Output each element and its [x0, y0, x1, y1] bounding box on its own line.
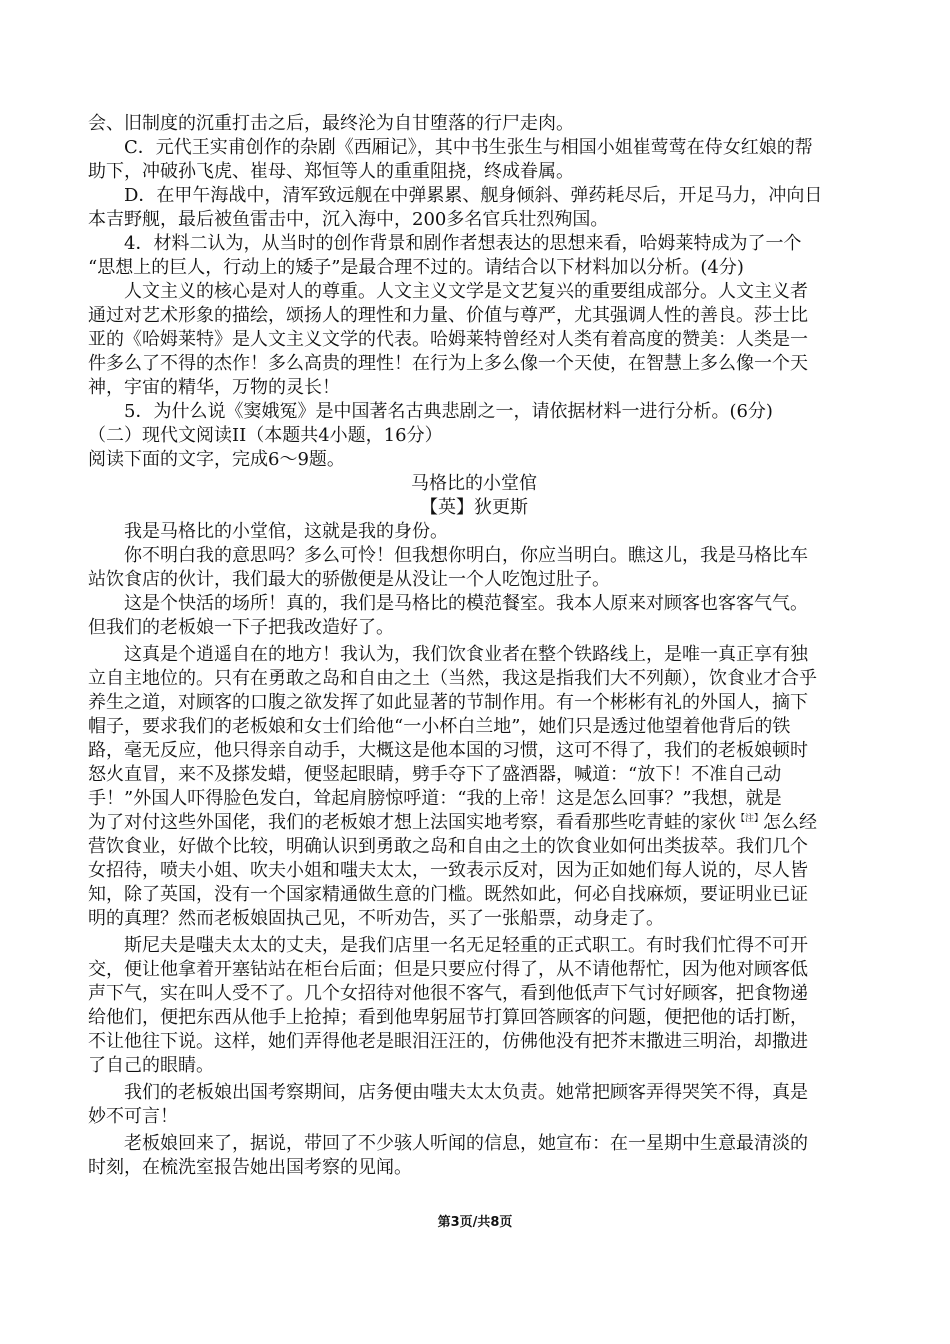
paragraph-line: 时刻，在梳洗室报告她出国考察的见闻。 — [88, 1157, 412, 1178]
question-4-material: 人文主义的核心是对人的尊重。人文主义文学是文艺复兴的重要组成部分。人文主义者 — [124, 281, 808, 302]
paragraph-line: 你不明白我的意思吗？多么可怜！但我想你明白，你应当明白。瞧这儿，我是马格比车 — [124, 545, 808, 566]
paragraph-line: 了自己的眼睛。 — [88, 1055, 214, 1076]
paragraph-line: 知，除了英国，没有一个国家精通做生意的门槛。既然如此，何必自找麻烦，要证明业已证 — [88, 884, 808, 905]
paragraph-line: 这真是个逍遥自在的地方！我认为，我们饮食业者在整个铁路线上，是唯一真正享有独 — [124, 644, 808, 665]
option-b-continuation: 会、旧制度的沉重打击之后，最终沦为自甘堕落的行尸走肉。 — [88, 113, 574, 134]
paragraph-line — [88, 811, 860, 835]
paragraph-line: 明的真理？然而老板娘固执己见，不听劝告，买了一张船票，动身走了。 — [88, 908, 664, 929]
article-title: 马格比的小堂倌 — [411, 473, 537, 494]
paragraph-line: 帽子，要求我们的老板娘和女士们给他“一小杯白兰地”，她们只是透过他望着他背后的铁 — [88, 716, 791, 737]
paragraph-line: 交，便让他拿着开塞钻站在柜台后面；但是只要应付得了，从不请他帮忙，因为他对顾客低 — [88, 959, 808, 980]
paragraph-line: 营饮食业，好做个比较，明确认识到勇敢之岛和自由之土的饮食业如何出类拔萃。我们几个 — [88, 836, 808, 857]
paragraph-line: 我是马格比的小堂倌，这就是我的身份。 — [124, 521, 448, 542]
question-4-prompt: “思想上的巨人，行动上的矮子”是最合理不过的。请结合以下材料加以分析。(4分) — [88, 257, 744, 278]
paragraph-line: 路，毫无反应，他只得亲自动手，大概这是他本国的习惯，这可不得了，我们的老板娘顿时 — [88, 740, 808, 761]
question-4-material: 神，宇宙的精华，万物的灵长！ — [88, 377, 340, 398]
paragraph-text: 为了对付这些外国佬，我们的老板娘才想上法国实地考察，看看那些吃青蛙的家伙 — [88, 812, 736, 833]
exam-page — [88, 112, 860, 1180]
paragraph-line: 妙不可言！ — [88, 1106, 178, 1127]
footnote-marker[interactable]: 【注】 — [736, 814, 764, 824]
option-d-line: D．在甲午海战中，清军致远舰在中弹累累、舰身倾斜、弹药耗尽后，开足马力，冲向日 — [124, 185, 823, 206]
article-author: 【英】狄更斯 — [420, 497, 528, 518]
section-heading: （二）现代文阅读II（本题共4小题，16分） — [88, 425, 443, 446]
paragraph-line: 女招待，喷夫小姐、吹夫小姐和嗤夫太太，一致表示反对，因为正如她们每人说的，尽人皆 — [88, 860, 808, 881]
paragraph-line: 声下气，实在叫人受不了。几个女招待对他很不客气，看到他低声下气讨好顾客，把食物递 — [88, 983, 808, 1004]
paragraph-line: 手！”外国人吓得脸色发白，耸起肩膀惊呼道：“我的上帝！这是怎么回事？”我想，就是 — [88, 788, 782, 809]
option-c-line: C．元代王实甫创作的杂剧《西厢记》，其中书生张生与相国小姐崔莺莺在侍女红娘的帮 — [124, 137, 813, 158]
option-c-line: 助下，冲破孙飞虎、崔母、郑恒等人的重重阻挠，终成眷属。 — [88, 161, 574, 182]
paragraph-line: 斯尼夫是嗤夫太太的丈夫，是我们店里一名无足轻重的正式职工。有时我们忙得不可开 — [124, 935, 808, 956]
option-d-line: 本吉野舰，最后被鱼雷击中，沉入海中，200多名官兵壮烈殉国。 — [88, 209, 609, 230]
paragraph-line: 我们的老板娘出国考察期间，店务便由嗤夫太太负责。她常把顾客弄得哭笑不得，真是 — [124, 1082, 808, 1103]
paragraph-line: 站饮食店的伙计，我们最大的骄傲便是从没让一个人吃饱过肚子。 — [88, 569, 610, 590]
paragraph-line: 不让他往下说。这样，她们弄得他老是眼泪汪汪的，仿佛他没有把芥末撒进三明治，却撒进 — [88, 1031, 808, 1052]
paragraph-line: 给他们，便把东西从他手上抢掉；看到他卑躬屈节打算回答顾客的问题，便把他的话打断， — [88, 1007, 808, 1028]
question-4-material: 通过对艺术形象的描绘，颂扬人的理性和力量、价值与尊严，尤其强调人性的善良。莎士比 — [88, 305, 808, 326]
paragraph-line: 养生之道，对顾客的口腹之欲发挥了如此显著的节制作用。有一个彬彬有礼的外国人，摘下 — [88, 692, 808, 713]
question-4-material: 亚的《哈姆莱特》是人文主义文学的代表。哈姆莱特曾经对人类有着高度的赞美：人类是一 — [88, 329, 808, 350]
page-number: 第3页/共8页 — [437, 1215, 513, 1230]
paragraph-text: 怎么经 — [763, 812, 818, 833]
paragraph-line: 但我们的老板娘一下子把我改造好了。 — [88, 617, 394, 638]
question-4-prompt: 4．材料二认为，从当时的创作背景和剧作者想表达的思想来看，哈姆莱特成为了一个 — [124, 233, 802, 254]
paragraph-line: 立自主地位的。只有在勇敢之岛和自由之土（当然，我这是指我们大不列颠），饮食业才合乎 — [88, 668, 817, 689]
paragraph-line: 老板娘回来了，据说，带回了不少骇人听闻的信息，她宣布：在一星期中生意最清淡的 — [124, 1133, 808, 1154]
paragraph-line: 怒火直冒，来不及搽发蜡，便竖起眼睛，劈手夺下了盛酒器，喊道：“放下！不准自己动 — [88, 764, 782, 785]
reading-instruction: 阅读下面的文字，完成6～9题。 — [88, 449, 345, 470]
paragraph-line: 这是个快活的场所！真的，我们是马格比的模范餐室。我本人原来对顾客也客客气气。 — [124, 593, 808, 614]
question-4-material: 件多么了不得的杰作！多么高贵的理性！在行为上多么像一个天使，在智慧上多么像一个天 — [88, 353, 808, 374]
question-5-prompt: 5．为什么说《窦娥冤》是中国著名古典悲剧之一，请依据材料一进行分析。(6分) — [124, 401, 773, 422]
